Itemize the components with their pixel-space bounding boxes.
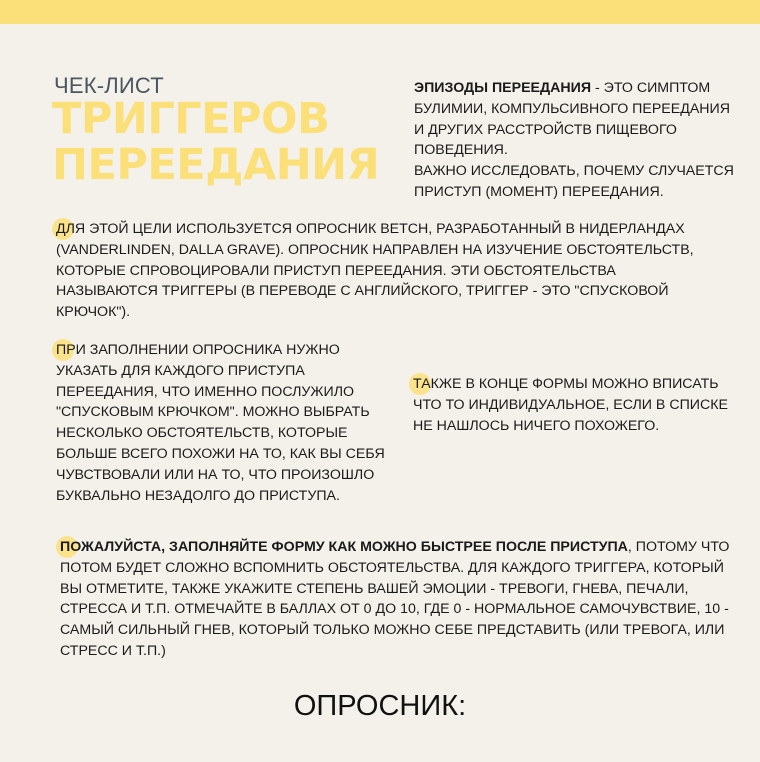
page-title: [52, 96, 392, 188]
paragraph-custom: [413, 374, 743, 436]
top-accent-bar: [0, 0, 760, 24]
paragraph-filling: [56, 340, 396, 506]
intro-bold: ЭПИЗОДЫ ПЕРЕЕДАНИЯ: [414, 80, 592, 96]
highlight-lead: ПО: [60, 539, 82, 555]
title-line-2: ПЕРЕЕДАНИЯ: [52, 140, 380, 190]
paragraph-text: , ПОТОМУ ЧТО ПОТОМ БУДЕТ СЛОЖНО ВСПОМНИТЬ ОБСТОЯТЕЛЬСТВА. ДЛЯ КАЖДОГО ТРИГГЕРА, КОТОРЫЙ ВЫ ОТМЕТИТЕ, ТАКЖЕ УКАЖИТЕ СТЕПЕНЬ ВАШЕЙ ЭМОЦИИ - ТРЕВОГИ, ГНЕВА, ПЕЧАЛИ, СТРЕССА И Т.П. ОТМЕЧАЙТЕ В БАЛЛАХ ОТ 0 ДО 10, ГДЕ 0 - НОРМАЛЬНОЕ САМОЧУВСТВИЕ, 10 - САМЫЙ СИЛЬНЫЙ ГНЕВ, КОТОРЫЙ ТОЛЬКО МОЖНО СЕБЕ ПРЕДСТАВИТЬ (ИЛИ ТРЕВОГА, ИЛИ СТРЕСС И Т.П.): [60, 539, 730, 659]
paragraph-text: КЖЕ В КОНЦЕ ФОРМЫ МОЖНО ВПИСАТЬ ЧТО ТО ИНДИВИДУАЛЬНОЕ, ЕСЛИ В СПИСКЕ НЕ НАШЛОСЬ НИЧЕГО ПОХОЖЕГО.: [413, 376, 728, 434]
questionnaire-heading: ОПРОСНИК:: [293, 690, 467, 722]
title-line-1: ТРИГГЕРОВ: [52, 94, 330, 144]
intro-text: - ЭТО СИМПТОМ БУЛИМИИ, КОМПУЛЬСИВНОГО ПЕРЕЕДАНИЯ И ДРУГИХ РАССТРОЙСТВ ПИЩЕВОГО ПОВЕДЕНИЯ.: [414, 80, 730, 159]
paragraph-please: [60, 537, 730, 662]
paragraph-text: И ЗАПОЛНЕНИИ ОПРОСНИКА НУЖНО УКАЗАТЬ ДЛЯ КАЖДОГО ПРИСТУПА ПЕРЕЕДАНИЯ, ЧТО ИМЕННО ПОСЛУЖИЛО "СПУСКОВЫМ КРЮЧКОМ". МОЖНО ВЫБРАТЬ НЕСКОЛЬКО ОБСТОЯТЕЛЬСТВ, КОТОРЫЕ БОЛЬШЕ ВСЕГО ПОХОЖИ НА ТО, КАК ВЫ СЕБЯ ЧУВСТВОВАЛИ ИЛИ НА ТО, ЧТО ПРОИЗОШЛО БУКВАЛЬНО НЕЗАДОЛГО ДО ПРИСТУПА.: [56, 342, 385, 504]
paragraph-bold: ЖАЛУЙСТА, ЗАПОЛНЯЙТЕ ФОРМУ КАК МОЖНО БЫСТРЕЕ ПОСЛЕ ПРИСТУПА: [81, 539, 628, 555]
paragraph-betch: [56, 219, 716, 323]
eyebrow-label: ЧЕК-ЛИСТ: [54, 73, 164, 98]
paragraph-text: Я ЭТОЙ ЦЕЛИ ИСПОЛЬЗУЕТСЯ ОПРОСНИК BETCH, РАЗРАБОТАННЫЙ В НИДЕРЛАНДАХ (VANDERLINDEN, DALLA GRAVE). ОПРОСНИК НАПРАВЛЕН НА ИЗУЧЕНИЕ ОБСТОЯТЕЛЬСТВ, КОТОРЫЕ СПРОВОЦИРОВАЛИ ПРИСТУП ПЕРЕЕДАНИЯ. ЭТИ ОБСТОЯТЕЛЬСТВА НАЗЫВАЮТСЯ ТРИГГЕРЫ (В ПЕРЕВОДЕ С АНГЛИЙСКОГО, ТРИГГЕР - ЭТО "СПУСКОВОЙ КРЮЧОК").: [56, 221, 694, 321]
highlight-lead: ДЛ: [56, 221, 75, 237]
intro-text-2: ВАЖНО ИССЛЕДОВАТЬ, ПОЧЕМУ СЛУЧАЕТСЯ ПРИСТУП (МОМЕНТ) ПЕРЕЕДАНИЯ.: [414, 163, 734, 200]
highlight-lead: ТА: [413, 376, 431, 392]
highlight-lead: ПР: [56, 342, 76, 358]
intro-paragraph: [414, 78, 744, 203]
